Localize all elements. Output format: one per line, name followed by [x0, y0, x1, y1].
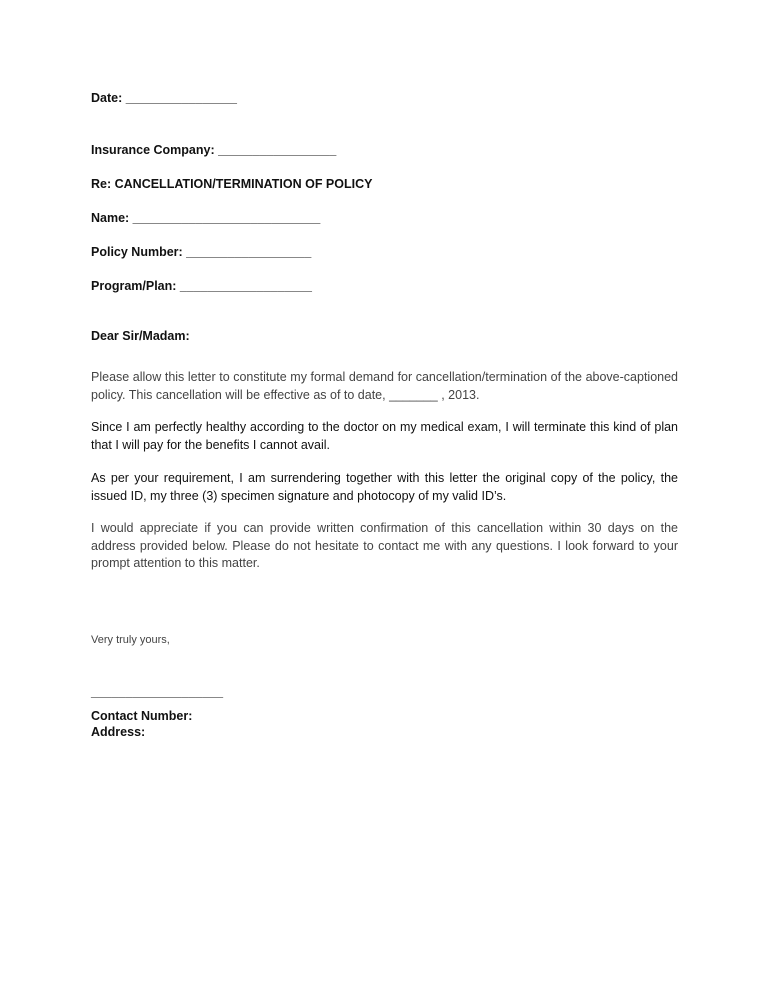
date-line: Date: ________________	[91, 91, 237, 105]
paragraph-health-reason: Since I am perfectly healthy according to the doctor on my medical exam, I will terminate this kind of plan that I will pay for the benefits I cannot avail.	[91, 420, 678, 452]
re-subject-line: Re: CANCELLATION/TERMINATION OF POLICY	[91, 177, 373, 191]
paragraph-cancellation-demand: Please allow this letter to constitute my formal demand for cancellation/termination of the above-captioned policy. This cancellation will be effective as of to date, _______ , 2013.	[91, 370, 678, 402]
closing: Very truly yours,	[91, 634, 170, 646]
salutation: Dear Sir/Madam:	[91, 329, 190, 343]
address-label: Address:	[91, 725, 146, 739]
program-plan-line: Program/Plan: ___________________	[91, 279, 312, 293]
policy-number-line: Policy Number: __________________	[91, 245, 312, 259]
name-line: Name: ___________________________	[91, 211, 321, 225]
paragraph-confirmation-request: I would appreciate if you can provide written confirmation of this cancellation within 30 days on the address provided below. Please do not hesitate to contact me with any questions. I look forward to your prompt attention to this matter.	[91, 521, 678, 570]
insurance-company-line: Insurance Company: _________________	[91, 143, 337, 157]
paragraph-surrender-documents: As per your requirement, I am surrendering together with this letter the original copy of the policy, the issued ID, my three (3) specimen signature and photocopy of my valid ID’s.	[91, 471, 678, 503]
signature-line: ___________________	[91, 685, 224, 699]
contact-number-label: Contact Number:	[91, 709, 193, 723]
